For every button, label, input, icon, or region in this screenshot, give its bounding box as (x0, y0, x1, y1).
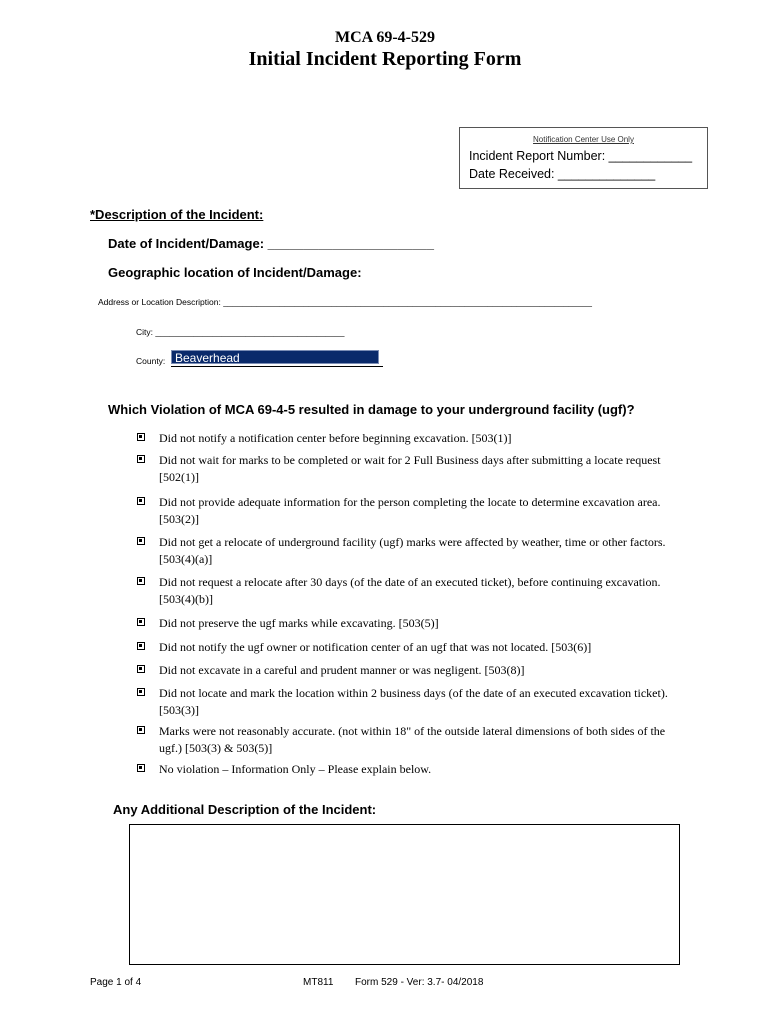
checkbox-violation-3[interactable] (137, 497, 145, 505)
violation-option: Did not excavate in a careful and prudent manner or was negligent. [503(8)] (159, 663, 525, 677)
violation-question: Which Violation of MCA 69-4-5 resulted in damage to your underground facility (ugf)? (108, 402, 635, 417)
violation-option: Did not wait for marks to be completed or wait for 2 Full Business days after submitting a locate request [502(1)] (159, 453, 661, 484)
violation-option: Did not get a relocate of underground facility (ugf) marks were affected by weather, time or other factors. [503(4)(a)] (159, 535, 666, 566)
violation-option: No violation – Information Only – Please explain below. (159, 762, 432, 776)
additional-description-heading: Any Additional Description of the Incident: (113, 802, 377, 817)
additional-description-textarea[interactable] (129, 824, 680, 965)
checkbox-violation-4[interactable] (137, 537, 145, 545)
city-field[interactable]: City: ________________________________________ (136, 327, 345, 337)
footer-form-version: Form 529 - Ver: 3.7- 04/2018 (355, 977, 484, 988)
checkbox-violation-2[interactable] (137, 455, 145, 463)
page-number: Page 1 of 4 (90, 977, 142, 988)
checkbox-violation-1[interactable] (137, 433, 145, 441)
location-heading: Geographic location of Incident/Damage: (108, 265, 362, 280)
date-received-field: Date Received: ______________ (469, 167, 656, 181)
notification-box-heading: Notification Center Use Only (533, 135, 634, 144)
notification-center-box (459, 127, 708, 189)
page-title: Initial Incident Reporting Form (248, 48, 522, 70)
checkbox-violation-7[interactable] (137, 642, 145, 650)
violation-option: Did not notify a notification center before beginning excavation. [503(1)] (159, 431, 512, 445)
checkbox-violation-11[interactable] (137, 764, 145, 772)
checkbox-violation-8[interactable] (137, 665, 145, 673)
violation-option: Did not locate and mark the location within 2 business days (of the date of an executed excavation ticket). [503(3)] (159, 686, 668, 717)
checkbox-violation-9[interactable] (137, 688, 145, 696)
checkbox-violation-10[interactable] (137, 726, 145, 734)
violation-option: Did not notify the ugf owner or notification center of an ugf that was not located. [503(6)] (159, 640, 592, 654)
violation-option: Did not request a relocate after 30 days (of the date of an executed ticket), before continuing excavation. [503(4)(b)] (159, 575, 661, 606)
checkbox-violation-6[interactable] (137, 618, 145, 626)
county-underline (171, 366, 383, 367)
county-label: County: (136, 356, 166, 366)
address-field[interactable]: Address or Location Description: ______________________________________________________________________________ (98, 297, 592, 307)
description-heading: *Description of the Incident: (90, 207, 264, 222)
violation-option: Did not preserve the ugf marks while excavating. [503(5)] (159, 616, 439, 630)
checkbox-violation-5[interactable] (137, 577, 145, 585)
date-of-incident-field[interactable]: Date of Incident/Damage: _______________________ (108, 236, 434, 251)
county-select[interactable]: Beaverhead (171, 350, 379, 364)
form-code: MCA 69-4-529 (335, 29, 435, 46)
violation-option: Marks were not reasonably accurate. (not within 18" of the outside lateral dimensions of both sides of the ugf.) [503(3) & 503(5)] (159, 724, 666, 755)
footer-org: MT811 (303, 977, 334, 988)
violation-option: Did not provide adequate information for the person completing the locate to determine excavation area. [503(2)] (159, 495, 661, 526)
incident-report-number-field: Incident Report Number: ____________ (469, 149, 693, 163)
